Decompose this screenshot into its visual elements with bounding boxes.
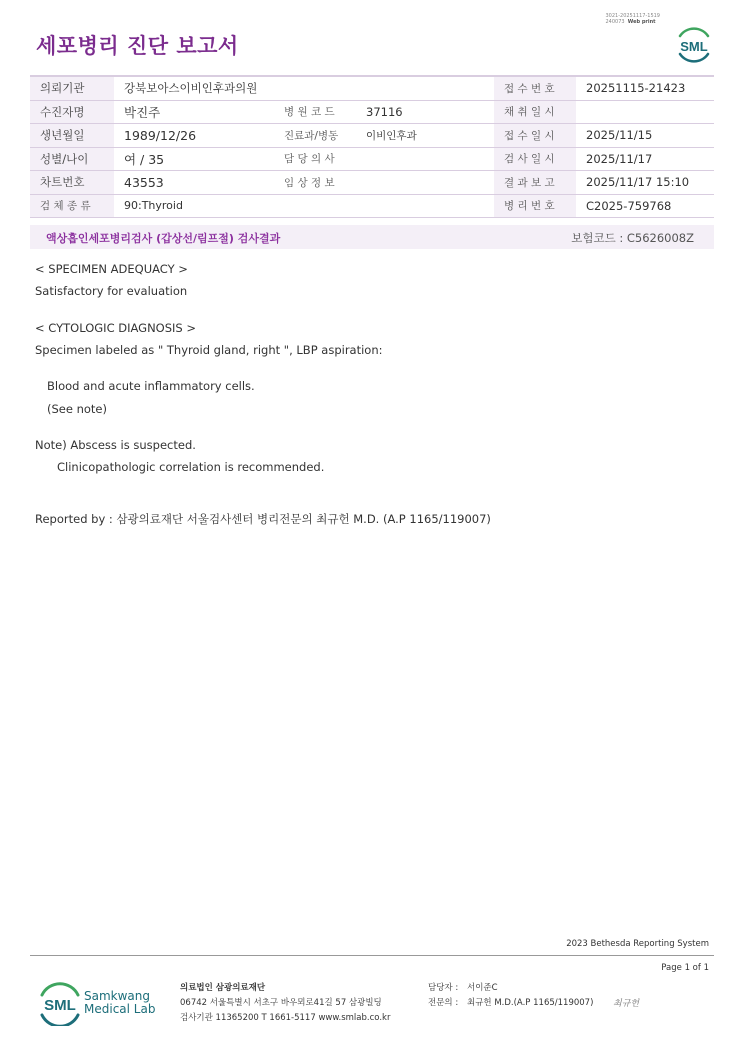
note-line-2: Clinicopathologic correlation is recommended. [57, 460, 325, 474]
label-test-date: 검 사 일 시 [494, 147, 576, 171]
info-row [30, 171, 714, 195]
info-row [30, 76, 714, 100]
page-number: Page 1 of 1 [661, 963, 709, 973]
value-birthdate: 1989/12/26 [114, 124, 274, 148]
value-receipt-no: 20251115-21423 [576, 76, 714, 100]
section-title: 액상흡인세포병리검사 (갑상선/림프절) 검사결과 [46, 232, 281, 245]
diagnosis-heading: < CYTOLOGIC DIAGNOSIS > [35, 321, 197, 335]
pathologist-label: 전문의 : [428, 998, 459, 1008]
label-birthdate: 생년월일 [30, 124, 114, 148]
label-receipt-no: 접 수 번 호 [494, 76, 576, 100]
label-doctor: 담 당 의 사 [274, 147, 356, 171]
value-patient-name: 박진주 [114, 100, 274, 124]
org-address: 06742 서울특별시 서초구 바우뫼로41길 57 삼광빌딩 [180, 998, 382, 1008]
see-note-text: (See note) [47, 402, 107, 416]
pathologist-name: 최규헌 M.D.(A.P 1165/119007) [467, 998, 594, 1008]
samkwang-logo-text: SML [44, 997, 76, 1014]
footer-divider [30, 955, 714, 956]
samkwang-logo [36, 980, 84, 1026]
sml-logo-text: SML [680, 39, 708, 54]
finding-text: Blood and acute inflammatory cells. [47, 379, 255, 393]
value-test-date: 2025/11/17 [576, 147, 714, 171]
print-num: 240073 [605, 19, 625, 25]
print-id: 3021-20251117-1519 [605, 13, 660, 19]
value-hospital-code: 37116 [356, 100, 494, 124]
info-row [30, 147, 714, 171]
label-chart-no: 차트번호 [30, 171, 114, 195]
value-receipt-date: 2025/11/15 [576, 124, 714, 148]
info-row [30, 100, 714, 124]
info-row [30, 124, 714, 148]
org-name: 의료법인 삼광의료재단 [180, 983, 266, 993]
label-result-report: 결 과 보 고 [494, 171, 576, 195]
label-sex-age: 성별/나이 [30, 147, 114, 171]
value-clinical-info [356, 171, 494, 195]
patient-info-table [30, 75, 714, 218]
label-clinical-info: 임 상 정 보 [274, 171, 356, 195]
result-section-bar [30, 225, 714, 249]
brand-line-2: Medical Lab [84, 1002, 156, 1016]
insurance-code: 보험코드 : C5626008Z [571, 231, 694, 245]
label-specimen-type: 검 체 종 류 [30, 194, 114, 218]
value-pathology-no: C2025-759768 [576, 194, 714, 218]
value-sex-age: 여 / 35 [114, 147, 274, 171]
value-chart-no: 43553 [114, 171, 274, 195]
value-doctor [356, 147, 494, 171]
value-department: 이비인후과 [356, 124, 494, 148]
label-collection-date: 채 취 일 시 [494, 100, 576, 124]
label-department: 진료과/병동 [274, 124, 356, 148]
value-specimen-type: 90:Thyroid [114, 194, 494, 218]
label-patient-name: 수진자명 [30, 100, 114, 124]
note-line-1: Note) Abscess is suspected. [35, 438, 196, 452]
value-collection-date [576, 100, 714, 124]
sml-logo [674, 24, 714, 64]
label-requesting-org: 의뢰기관 [30, 76, 114, 100]
reported-by: Reported by : 삼광의료재단 서울검사센터 병리전문의 최규헌 M.D. (A.P 1165/119007) [35, 512, 491, 526]
adequacy-text: Satisfactory for evaluation [35, 284, 188, 298]
bethesda-system: 2023 Bethesda Reporting System [566, 939, 709, 949]
report-title: 세포병리 진단 보고서 [36, 34, 239, 58]
value-result-report: 2025/11/17 15:10 [576, 171, 714, 195]
label-pathology-no: 병 리 번 호 [494, 194, 576, 218]
org-contact: 검사기관 11365200 T 1661-5117 www.smlab.co.kr [180, 1013, 391, 1023]
samkwang-brand [84, 990, 155, 1016]
label-receipt-date: 접 수 일 시 [494, 124, 576, 148]
print-meta [605, 13, 660, 25]
brand-line-1: Samkwang [84, 989, 150, 1003]
adequacy-heading: < SPECIMEN ADEQUACY > [35, 262, 188, 276]
staff-label: 담당자 : [428, 983, 459, 993]
staff-name: 서이준C [467, 983, 498, 993]
signature: 최규헌 [613, 999, 640, 1009]
value-requesting-org: 강북보아스이비인후과의원 [114, 76, 494, 100]
print-label: Web print [627, 19, 656, 25]
info-row [30, 194, 714, 218]
label-hospital-code: 병 원 코 드 [274, 100, 356, 124]
specimen-line: Specimen labeled as " Thyroid gland, right ", LBP aspiration: [35, 343, 383, 357]
